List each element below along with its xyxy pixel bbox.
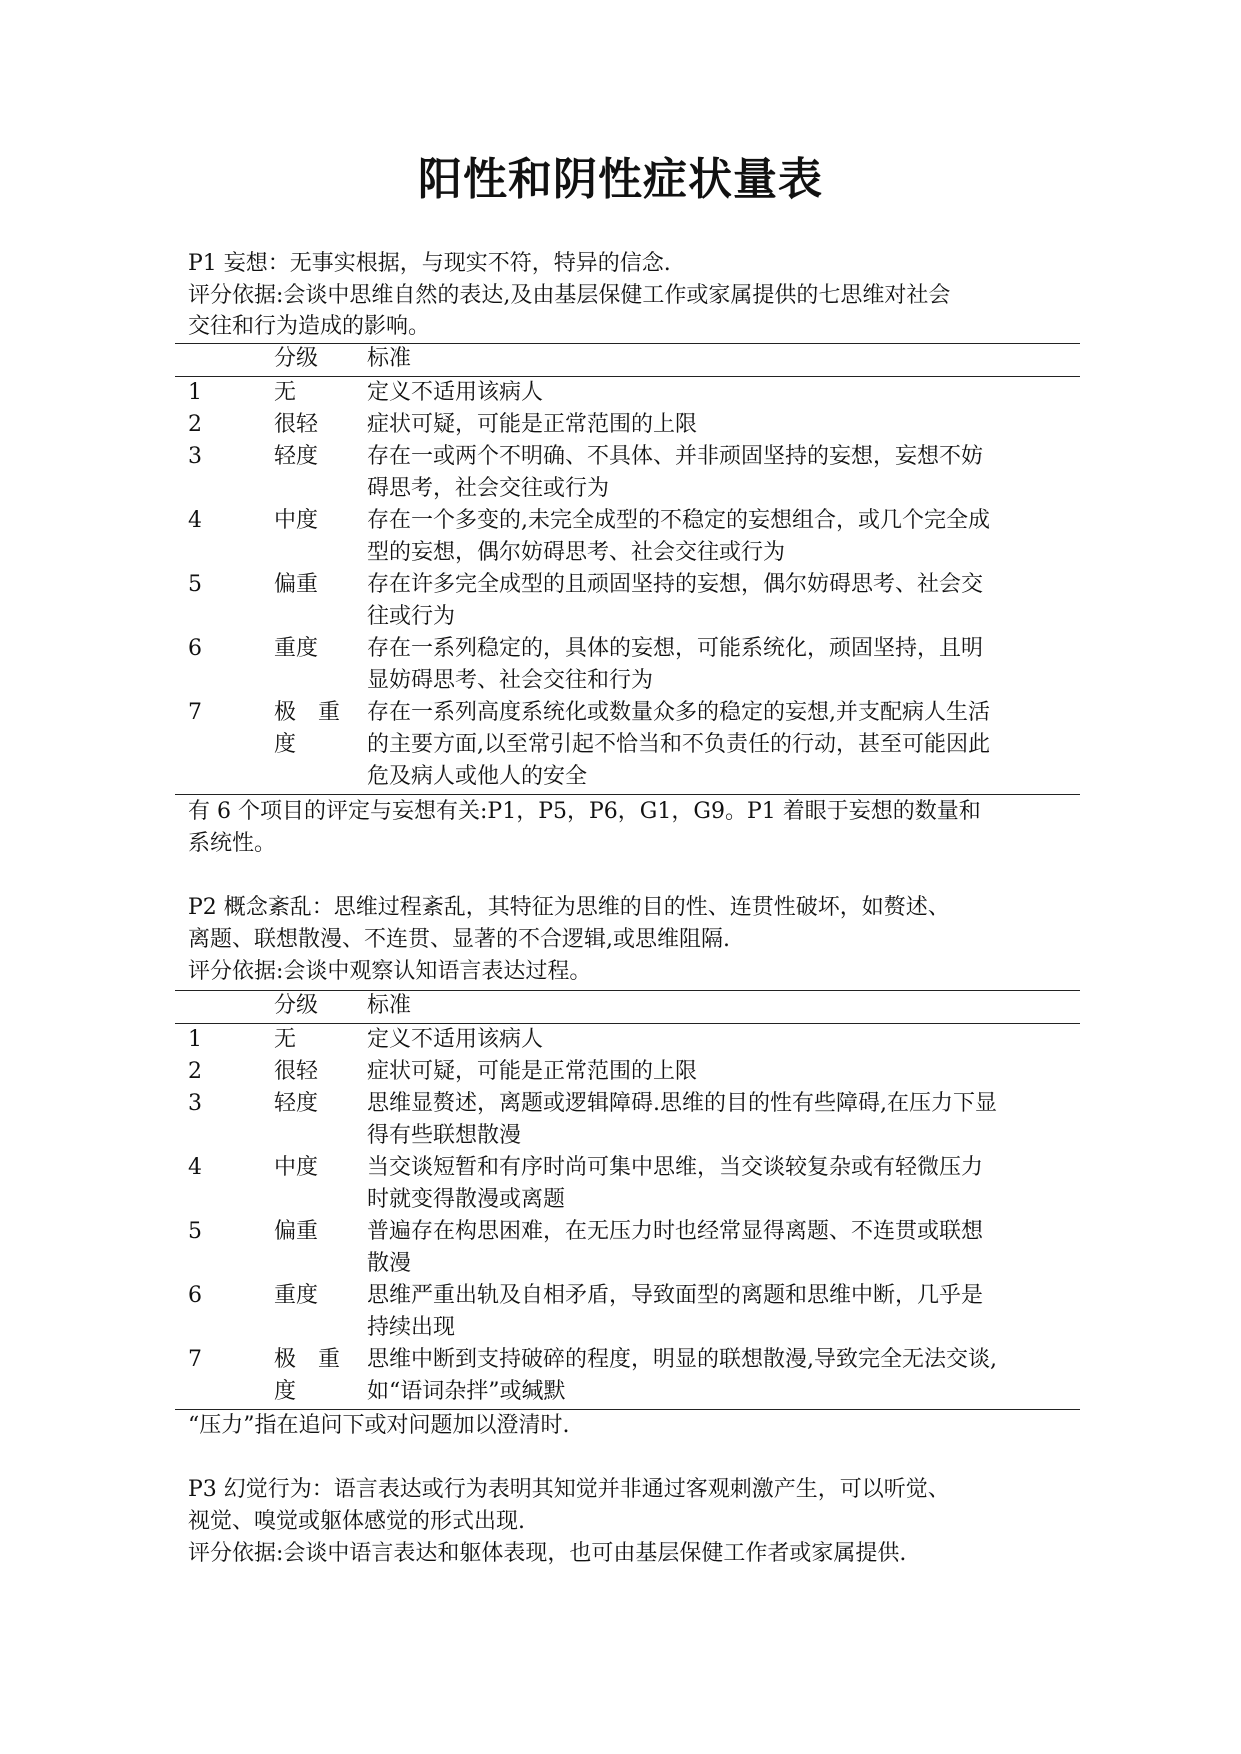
- p2-row4-standard-line2: 时就变得散漫或离题: [367, 1187, 566, 1212]
- p1-table-header-rule: [175, 376, 1080, 377]
- p2-row1-standard: 定义不适用该病人: [367, 1027, 544, 1052]
- p1-row7-standard-line3: 危及病人或他人的安全: [367, 764, 588, 789]
- p2-header-standard: 标准: [367, 993, 412, 1018]
- p1-heading: P1 妄想：无事实根据，与现实不符，特异的信念.: [188, 251, 671, 276]
- p2-row2-standard: 症状可疑，可能是正常范围的上限: [367, 1059, 698, 1084]
- p1-row2-num: 2: [188, 412, 202, 437]
- page-title: 阳性和阴性症状量表: [418, 154, 823, 205]
- p1-table-bottom-rule: [175, 794, 1080, 795]
- p1-row1-level: 无: [274, 380, 297, 405]
- p2-row4-num: 4: [188, 1155, 202, 1180]
- p1-row5-level: 偏重: [274, 572, 319, 597]
- p1-row6-level: 重度: [274, 636, 319, 661]
- p2-row6-standard-line1: 思维严重出轨及自相矛盾，导致面型的离题和思维中断，几乎是: [367, 1283, 984, 1308]
- p2-row6-num: 6: [188, 1283, 202, 1308]
- p2-row4-standard-line1: 当交谈短暂和有序时尚可集中思维，当交谈较复杂或有轻微压力: [367, 1155, 984, 1180]
- p2-note: “压力”指在追问下或对问题加以澄清时.: [188, 1413, 570, 1438]
- p1-note-line1: 有 6 个项目的评定与妄想有关:P1，P5，P6，G1，G9。P1 着眼于妄想的数量和: [188, 799, 981, 824]
- p2-row6-standard-line2: 持续出现: [367, 1315, 456, 1340]
- p2-row3-standard-line1: 思维显赘述，离题或逻辑障碍.思维的目的性有些障碍,在压力下显: [367, 1091, 997, 1116]
- p2-row5-level: 偏重: [274, 1219, 319, 1244]
- p1-row3-standard-line1: 存在一或两个不明确、不具体、并非顽固坚持的妄想，妄想不妨: [367, 444, 984, 469]
- p1-row5-num: 5: [188, 572, 202, 597]
- p2-row7-standard-line2: 如“语词杂拌”或缄默: [367, 1379, 566, 1404]
- p2-row1-num: 1: [188, 1027, 202, 1052]
- p2-row4-level: 中度: [274, 1155, 319, 1180]
- p2-row3-num: 3: [188, 1091, 202, 1116]
- p1-row4-level: 中度: [274, 508, 319, 533]
- p2-row7-level: 极 重: [274, 1347, 341, 1372]
- p1-row7-standard-line1: 存在一系列高度系统化或数量众多的稳定的妄想,并支配病人生活: [367, 700, 990, 725]
- p2-row1-level: 无: [274, 1027, 297, 1052]
- p1-row4-num: 4: [188, 508, 202, 533]
- p2-row2-num: 2: [188, 1059, 202, 1084]
- p3-heading-line2: 视觉、嗅觉或躯体感觉的形式出现.: [188, 1509, 525, 1534]
- p1-row4-standard-line2: 型的妄想，偶尔妨碍思考、社会交往或行为: [367, 540, 786, 565]
- p1-row6-num: 6: [188, 636, 202, 661]
- p1-header-level: 分级: [274, 346, 319, 371]
- p1-row3-level: 轻度: [274, 444, 319, 469]
- p1-row7-standard-line2: 的主要方面,以至常引起不恰当和不负责任的行动，甚至可能因此: [367, 732, 990, 757]
- p2-row2-level: 很轻: [274, 1059, 319, 1084]
- p2-table-header-rule: [175, 1023, 1080, 1024]
- p2-row3-level: 轻度: [274, 1091, 319, 1116]
- p1-row6-standard-line1: 存在一系列稳定的，具体的妄想，可能系统化，顽固坚持，且明: [367, 636, 984, 661]
- p2-row5-num: 5: [188, 1219, 202, 1244]
- p2-row3-standard-line2: 得有些联想散漫: [367, 1123, 522, 1148]
- p1-row3-standard-line2: 碍思考，社会交往或行为: [367, 476, 610, 501]
- p1-row2-standard: 症状可疑，可能是正常范围的上限: [367, 412, 698, 437]
- p2-row7-level-cont: 度: [274, 1379, 297, 1404]
- p3-basis: 评分依据:会谈中语言表达和躯体表现，也可由基层保健工作者或家属提供.: [188, 1541, 907, 1566]
- p1-row2-level: 很轻: [274, 412, 319, 437]
- p2-row5-standard-line1: 普遍存在构思困难，在无压力时也经常显得离题、不连贯或联想: [367, 1219, 984, 1244]
- p2-header-level: 分级: [274, 993, 319, 1018]
- p2-row7-num: 7: [188, 1347, 202, 1372]
- p1-row5-standard-line2: 往或行为: [367, 604, 456, 629]
- p1-row5-standard-line1: 存在许多完全成型的且顽固坚持的妄想，偶尔妨碍思考、社会交: [367, 572, 984, 597]
- p1-row1-num: 1: [188, 380, 202, 405]
- p2-basis: 评分依据:会谈中观察认知语言表达过程。: [188, 959, 592, 984]
- p1-basis-line1: 评分依据:会谈中思维自然的表达,及由基层保健工作或家属提供的七思维对社会: [188, 283, 951, 308]
- p1-header-standard: 标准: [367, 346, 412, 371]
- p1-row4-standard-line1: 存在一个多变的,未完全成型的不稳定的妄想组合，或几个完全成: [367, 508, 990, 533]
- p1-row7-level: 极 重: [274, 700, 341, 725]
- p2-heading-line1: P2 概念紊乱：思维过程紊乱，其特征为思维的目的性、连贯性破坏，如赘述、: [188, 895, 950, 920]
- p2-row7-standard-line1: 思维中断到支持破碎的程度，明显的联想散漫,导致完全无法交谈,: [367, 1347, 997, 1372]
- p1-row6-standard-line2: 显妨碍思考、社会交往和行为: [367, 668, 654, 693]
- p2-row5-standard-line2: 散漫: [367, 1251, 412, 1276]
- p2-row6-level: 重度: [274, 1283, 319, 1308]
- p1-row3-num: 3: [188, 444, 202, 469]
- p2-heading-line2: 离题、联想散漫、不连贯、显著的不合逻辑,或思维阻隔.: [188, 927, 730, 952]
- p1-note-line2: 系统性。: [188, 831, 277, 856]
- p1-row7-level-cont: 度: [274, 732, 297, 757]
- p3-heading-line1: P3 幻觉行为：语言表达或行为表明其知觉并非通过客观刺激产生，可以听觉、: [188, 1477, 950, 1502]
- p1-basis-line2: 交往和行为造成的影响。: [188, 314, 431, 339]
- p1-row7-num: 7: [188, 700, 202, 725]
- p1-row1-standard: 定义不适用该病人: [367, 380, 544, 405]
